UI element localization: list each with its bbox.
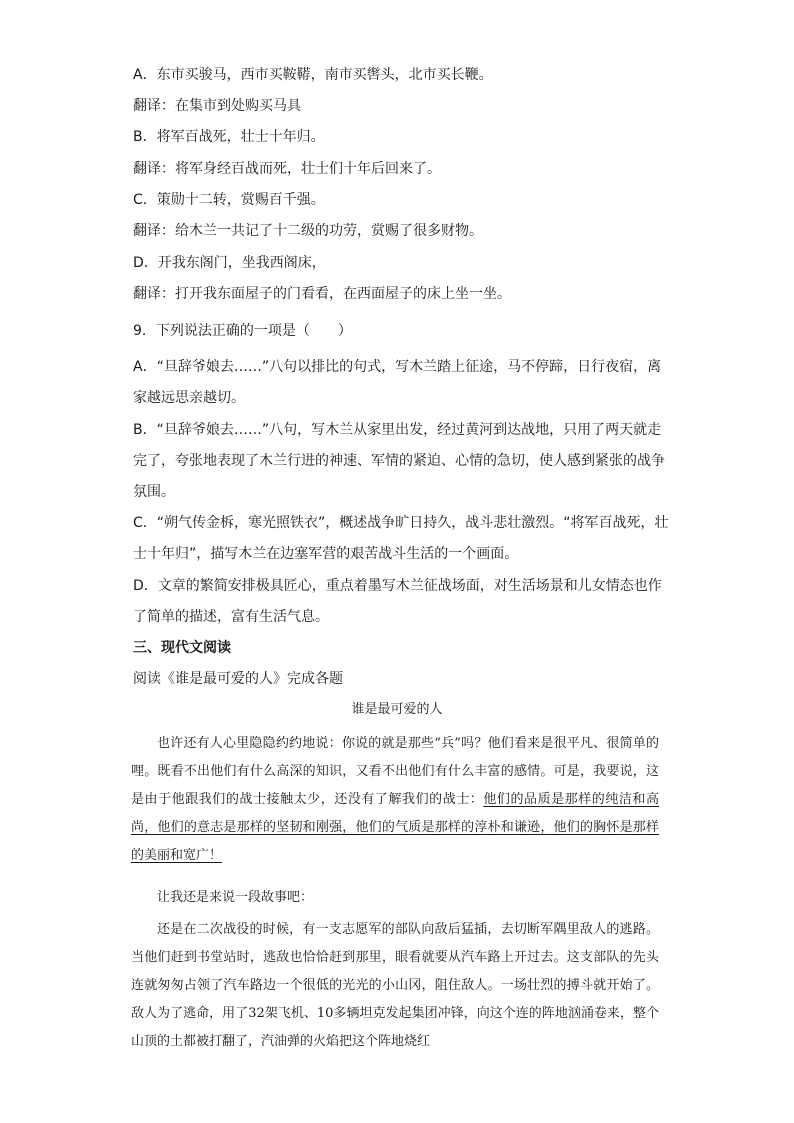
option-a-line: A．东市买骏马，西市买鞍鞯，南市买辔头，北市买长鞭。	[133, 67, 493, 83]
question-9-option-b: B．“旦辞爷娘去……”八句，写木兰从家里出发，经过黄河到达战地，只用了两天就走完了，夸张地表现了木兰行进的神速、军情的紧迫、心情的急切，使人感到紧张的战争氛围。	[133, 422, 665, 500]
option-b-line: B．将军百战死，壮士十年归。	[133, 129, 325, 145]
translation-a-line: 翻译：在集市到处购买马具	[133, 98, 301, 114]
passage-paragraph-2: 让我还是来说一段故事吧：	[157, 890, 314, 905]
option-c-line: C．策勋十二转，赏赐百千强。	[133, 192, 325, 208]
paragraph-1-text: 也许还有人心里隐隐约约地说：你说的就是那些“兵”吗？他们看来是很平凡、很简单的哩。既看不出他们有什么高深的知识，又看不出他们有什么丰富的感情。可是，我要说，这是由于他跟我们的战士接触太少，还没有了解我们的战士：	[131, 736, 659, 807]
passage-title: 谁是最可爱的人	[351, 702, 443, 717]
translation-c-line: 翻译：给木兰一共记了十二级的功劳，赏赐了很多财物。	[133, 223, 483, 239]
section-heading: 三、现代文阅读	[133, 640, 231, 656]
option-d-line: D．开我东阁门，坐我西阁床，	[133, 255, 326, 271]
passage-paragraph-1	[131, 730, 659, 870]
question-9-stem: 9．下列说法正确的一项是（ ）	[133, 323, 352, 339]
translation-d-line: 翻译：打开我东面屋子的门看看，在西面屋子的床上坐一坐。	[133, 286, 511, 302]
paragraph-1-underlined-text: 他们的品质是那样的纯洁和高尚，他们的意志是那样的坚韧和刚强，他们的气质是那样的淳朴和谦逊，他们的胸怀是那样的美丽和宽广！	[131, 792, 659, 863]
section-instruction: 阅读《谁是最可爱的人》完成各题	[133, 671, 343, 687]
translation-b-line: 翻译：将军身经百战而死，壮士们十年后回来了。	[133, 161, 441, 177]
question-9-option-c: C．“朔气传金柝，寒光照铁衣”，概述战争旷日持久，战斗悲壮激烈。“将军百战死，壮士十年归”，描写木兰在边塞军营的艰苦战斗生活的一个画面。	[133, 515, 669, 562]
question-9-option-a: A．“旦辞爷娘去……”八句以排比的句式，写木兰踏上征途，马不停蹄，日行夜宿，离家越远思亲越切。	[133, 359, 662, 406]
passage-paragraph-3: 还是在二次战役的时候，有一支志愿军的部队向敌后猛插，去切断军隅里敌人的逃路。当他们赶到书堂站时，逃敌也恰恰赶到那里，眼看就要从汽车路上开过去。这支部队的先头连就匆匆占领了汽车路边一个很低的光光的小山冈，阻住敌人。一场壮烈的搏斗就开始了。敌人为了逃命，用了32架飞机、10多辆坦克发起集团冲锋，向这个连的阵地汹涌卷来，整个山顶的土都被打翻了，汽油弹的火焰把这个阵地烧红	[131, 922, 659, 1049]
question-9-option-d: D．文章的繁简安排极具匠心，重点着墨写木兰征战场面，对生活场景和儿女情态也作了简单的描述，富有生活气息。	[133, 578, 662, 625]
